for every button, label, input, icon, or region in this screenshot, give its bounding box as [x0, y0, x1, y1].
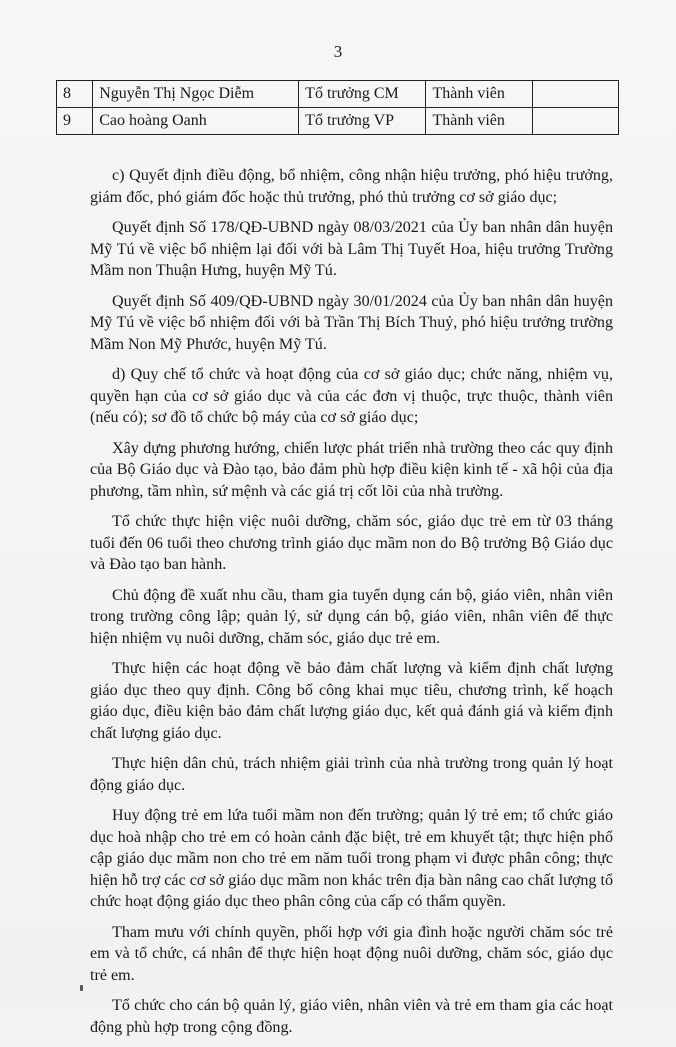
members-table [56, 80, 619, 135]
member-name: Nguyễn Thị Ngọc Diễm [93, 81, 299, 108]
paragraph-decision-409: Quyết định Số 409/QĐ-UBND ngày 30/01/2024 của Ủy ban nhân dân huyện Mỹ Tú về việc bổ nhiệm đối với bà Trần Thị Bích Thuỷ, phó hiệu trưởng trường Mầm Non Mỹ Phước, huyện Mỹ Tú. [90, 292, 613, 353]
paragraph-strategy: Xây dựng phương hướng, chiến lược phát triển nhà trường theo các quy định của Bộ Giáo dục và Đào tạo, bảo đảm phù hợp điều kiện kinh tế - xã hội của địa phương, tầm nhìn, sứ mệnh và các giá trị cốt lõi của nhà trường. [90, 439, 613, 500]
paragraph-community-activities: Tổ chức cho cán bộ quản lý, giáo viên, nhân viên và trẻ em tham gia các hoạt động phù hợp trong cộng đồng. [90, 997, 613, 1036]
paragraph-coordination: Tham mưu với chính quyền, phối hợp với gia đình hoặc người chăm sóc trẻ em và tổ chức, cá nhân để thực hiện hoạt động nuôi dưỡng, chăm sóc, giáo dục trẻ em. [90, 923, 613, 984]
paragraph-quality-assurance: Thực hiện các hoạt động về bảo đảm chất lượng và kiểm định chất lượng giáo dục theo quy định. Công bố công khai mục tiêu, chương trình, kế hoạch giáo dục, điều kiện bảo đảm chất lượng giáo dục, kết quả đánh giá và kiểm định chất lượng giáo dục. [90, 660, 613, 742]
paragraph-recruitment: Chủ động đề xuất nhu cầu, tham gia tuyển dụng cán bộ, giáo viên, nhân viên trong trường công lập; quản lý, sử dụng cán bộ, giáo viên, nhân viên để thực hiện nhiệm vụ nuôi dưỡng, chăm sóc, giáo dục trẻ em. [90, 586, 613, 647]
member-note [533, 108, 619, 135]
member-position: Thành viên [426, 108, 533, 135]
scan-speck [80, 985, 83, 991]
paragraph-care-education: Tổ chức thực hiện việc nuôi dưỡng, chăm sóc, giáo dục trẻ em từ 03 tháng tuổi đến 06 tuổi theo chương trình giáo dục mầm non do Bộ trưởng Bộ Giáo dục và Đào tạo ban hành. [90, 513, 613, 573]
row-number: 9 [57, 108, 93, 135]
row-number: 8 [57, 81, 93, 108]
member-name: Cao hoàng Oanh [93, 108, 299, 135]
paragraph-d-regulations: d) Quy chế tổ chức và hoạt động của cơ sở giáo dục; chức năng, nhiệm vụ, quyền hạn của cơ sở giáo dục và của các đơn vị thuộc, trực thuộc, thành viên (nếu có); sơ đồ tổ chức bộ máy của cơ sở giáo dục; [90, 366, 613, 426]
paragraph-decision-178: Quyết định Số 178/QĐ-UBND ngày 08/03/2021 của Ủy ban nhân dân huyện Mỹ Tú về việc bổ nhiệm lại đối với bà Lâm Thị Tuyết Hoa, hiệu trưởng Trường Mầm non Thuận Hưng, huyện Mỹ Tú. [90, 219, 613, 279]
member-role: Tổ trưởng CM [299, 81, 426, 108]
paragraph-democracy: Thực hiện dân chủ, trách nhiệm giải trình của nhà trường trong quản lý hoạt động giáo dục. [90, 755, 613, 794]
document-body [90, 165, 613, 1047]
page-number: 3 [333, 42, 343, 61]
table-row [57, 108, 619, 135]
member-position: Thành viên [426, 81, 533, 108]
table-row [57, 81, 619, 108]
paragraph-c-appointment-decisions: c) Quyết định điều động, bổ nhiệm, công nhận hiệu trưởng, phó hiệu trưởng, giám đốc, phó giám đốc hoặc thủ trưởng, phó thủ trưởng cơ sở giáo dục; [90, 167, 613, 206]
member-role: Tổ trưởng VP [299, 108, 426, 135]
paragraph-mobilization: Huy động trẻ em lứa tuổi mầm non đến trường; quản lý trẻ em; tổ chức giáo dục hoà nhập cho trẻ em có hoàn cảnh đặc biệt, trẻ em khuyết tật; thực hiện phổ cập giáo dục mầm non cho trẻ em năm tuổi trong phạm vi được phân công; thực hiện hỗ trợ các cơ sở giáo dục mầm non khác trên địa bàn nâng cao chất lượng tổ chức hoạt động giáo dục theo phân công của cấp có thẩm quyền. [90, 807, 613, 910]
member-note [533, 81, 619, 108]
